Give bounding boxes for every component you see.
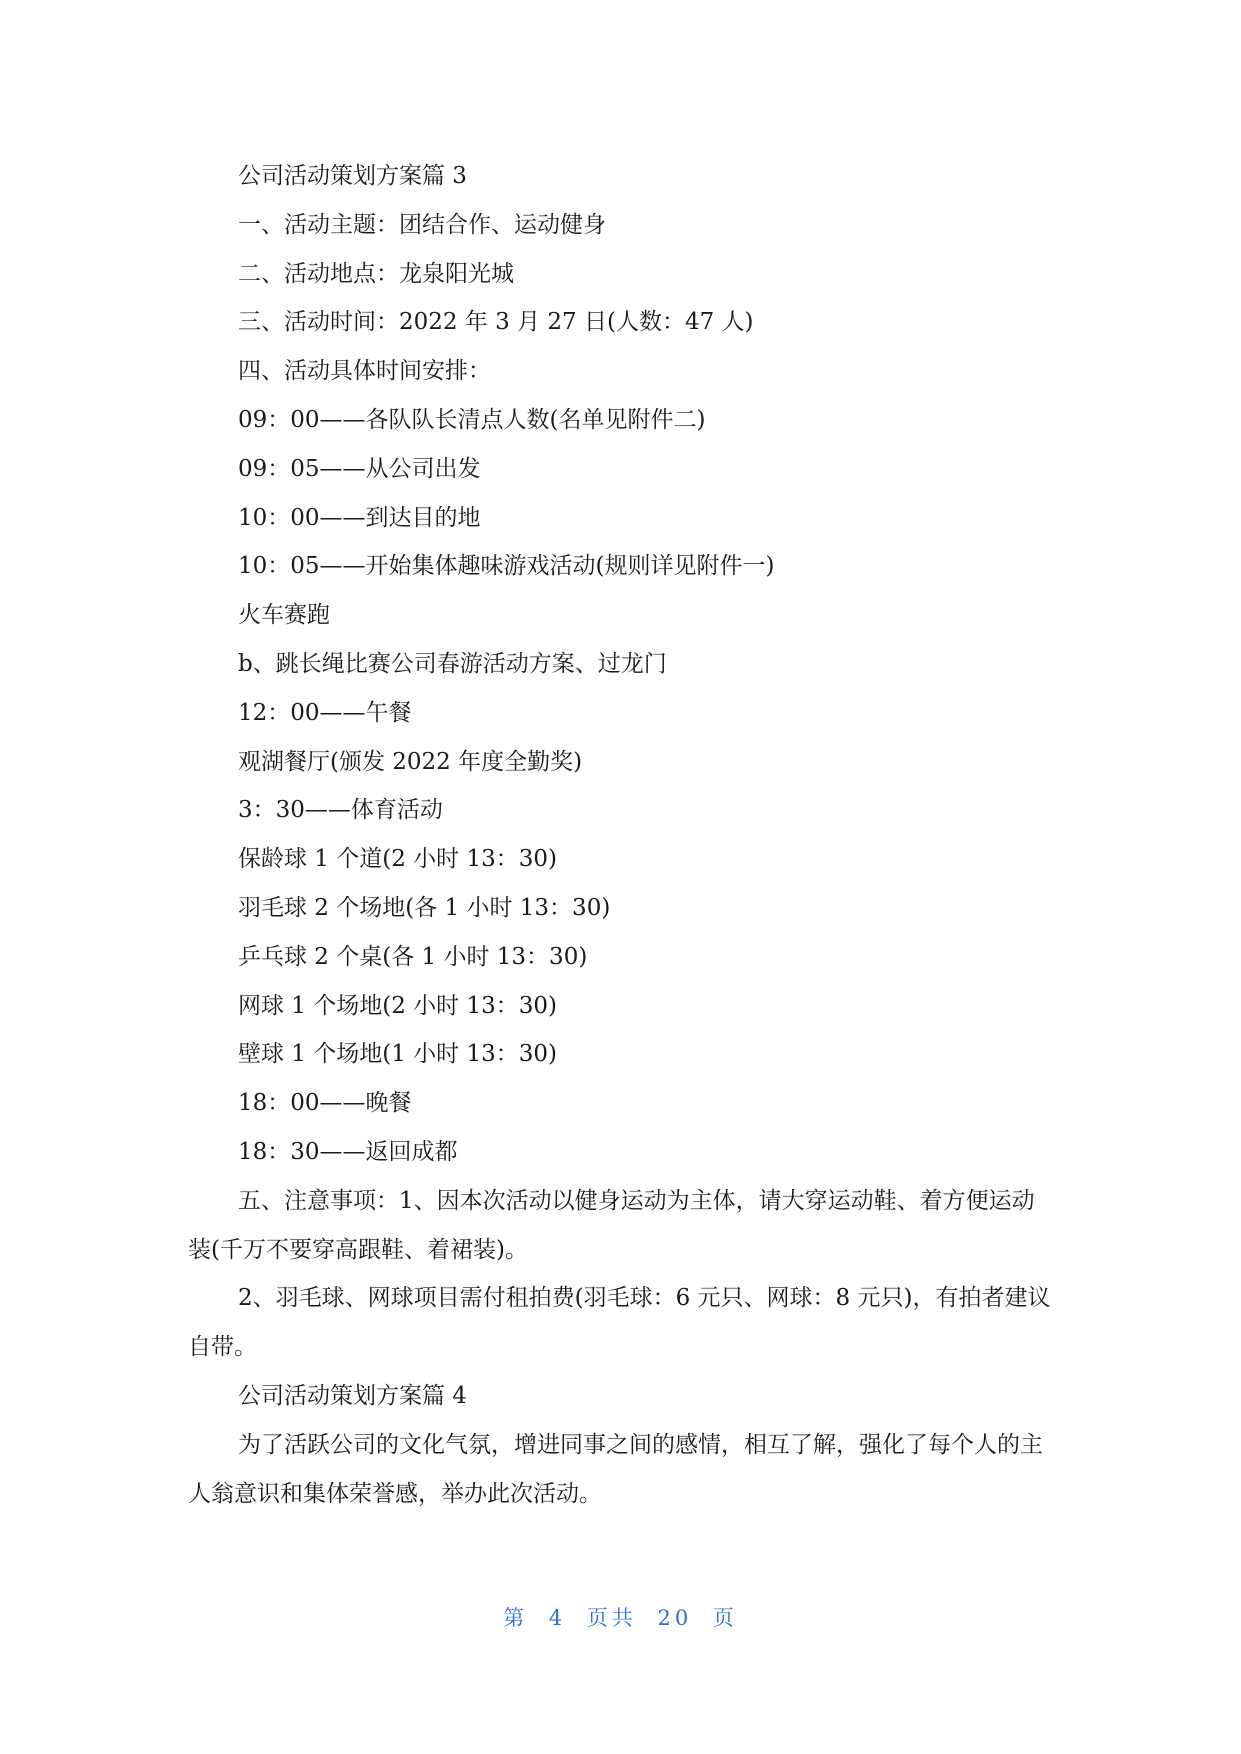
intro-paragraph: 为了活跃公司的文化气氛，增进同事之间的感情，相互了解，强化了每个人的主人翁意识和集体荣誉感，举办此次活动。 (188, 1431, 1043, 1507)
text-line: 乒乓球 2 个桌(各 1 小时 13：30) (238, 943, 588, 970)
schedule-line: 09：00——各队队长清点人数(名单见附件二) (238, 406, 706, 433)
footer-label-of: 页共 (586, 1606, 637, 1630)
schedule-line: 18：00——晚餐 (238, 1090, 412, 1117)
page-footer (0, 1602, 1241, 1632)
text-line: 二、活动地点：龙泉阳光城 (238, 260, 514, 287)
footer-total-pages: 20 (657, 1606, 693, 1630)
section-heading: 公司活动策划方案篇 4 (238, 1382, 467, 1409)
text-line: 观湖餐厅(颁发 2022 年度全勤奖) (238, 748, 583, 775)
schedule-line: 12：00——午餐 (238, 699, 412, 726)
text-line: 一、活动主题：团结合作、运动健身 (238, 211, 606, 238)
schedule-line: 10：00——到达目的地 (238, 504, 481, 531)
notice-paragraph: 2、羽毛球、网球项目需付租拍费(羽毛球：6 元只、网球：8 元只)，有拍者建议自带。 (188, 1285, 1051, 1361)
footer-page-number: 4 (548, 1606, 567, 1630)
text-line: b、跳长绳比赛公司春游活动方案、过龙门 (238, 650, 667, 677)
footer-label-page: 第 (503, 1606, 529, 1630)
section-heading: 公司活动策划方案篇 3 (238, 163, 467, 189)
text-line: 保龄球 1 个道(2 小时 13：30) (238, 846, 557, 873)
text-line: 壁球 1 个场地(1 小时 13：30) (238, 1041, 557, 1068)
footer-label-end: 页 (712, 1606, 738, 1630)
document-body (188, 152, 1053, 1518)
text-line: 网球 1 个场地(2 小时 13：30) (238, 992, 557, 1019)
schedule-line: 18：30——返回成都 (238, 1138, 458, 1165)
schedule-line: 3：30——体育活动 (238, 797, 443, 824)
notice-paragraph: 五、注意事项：1、因本次活动以健身运动为主体，请大穿运动鞋、着方便运动装(千万不要穿高跟鞋、着裙装)。 (188, 1187, 1035, 1263)
text-line: 火车赛跑 (238, 602, 330, 629)
text-line: 四、活动具体时间安排： (238, 358, 491, 385)
schedule-line: 09：05——从公司出发 (238, 455, 481, 482)
schedule-line: 10：05——开始集体趣味游戏活动(规则详见附件一) (238, 553, 775, 580)
text-line: 三、活动时间：2022 年 3 月 27 日(人数：47 人) (238, 309, 754, 336)
text-line: 羽毛球 2 个场地(各 1 小时 13：30) (238, 894, 611, 921)
